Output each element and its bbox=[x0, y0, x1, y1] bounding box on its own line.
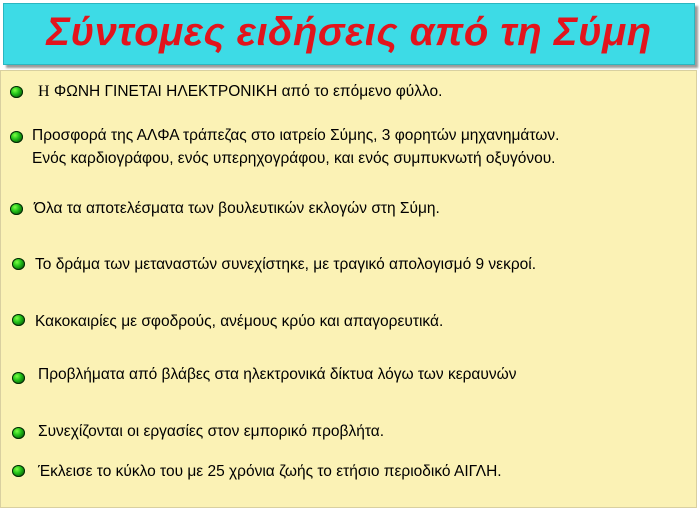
page-title: Σύντομες ειδήσεις από τη Σύμη bbox=[46, 9, 652, 54]
news-item-text-line2: Ενός καρδιογράφου, ενός υπερηχογράφου, και ενός συμπυκνωτή οξυγόνου. bbox=[32, 150, 556, 167]
news-item-text: Το δράμα των μεταναστών συνεχίστηκε, με τραγικό απολογισμό 9 νεκροί. bbox=[35, 256, 537, 273]
news-item-text: Προβλήματα από βλάβες στα ηλεκτρονικά δίκτυα λόγω των κεραυνών bbox=[38, 366, 517, 383]
news-item bbox=[12, 461, 692, 485]
green-bullet-icon bbox=[12, 427, 25, 439]
news-item bbox=[12, 364, 692, 388]
news-item bbox=[10, 125, 690, 171]
green-bullet-icon bbox=[12, 465, 25, 477]
news-item bbox=[10, 198, 690, 222]
news-item bbox=[10, 81, 690, 105]
green-bullet-icon bbox=[10, 131, 23, 143]
green-bullet-icon bbox=[10, 86, 23, 98]
news-item bbox=[12, 311, 692, 335]
green-bullet-icon bbox=[12, 314, 25, 326]
news-item-text: Συνεχίζονται οι εργασίες στον εμπορικό προβλήτα. bbox=[38, 423, 385, 440]
news-item bbox=[12, 254, 692, 278]
green-bullet-icon bbox=[12, 372, 25, 384]
news-item-text: Όλα τα αποτελέσματα των βουλευτικών εκλογών στη Σύμη. bbox=[34, 200, 440, 217]
news-item-initial: Η bbox=[38, 83, 50, 100]
title-banner bbox=[3, 3, 695, 65]
green-bullet-icon bbox=[10, 203, 23, 215]
news-item-text: ΦΩΝΗ ΓΙΝΕΤΑΙ ΗΛΕΚΤΡΟΝΙΚΗ από το επόμενο φύλλο. bbox=[53, 83, 443, 100]
news-item bbox=[12, 421, 692, 445]
news-item-text: Κακοκαιρίες με σφοδρούς, ανέμους κρύο και απαγορευτικά. bbox=[35, 313, 444, 330]
news-item-text: Έκλεισε το κύκλο του με 25 χρόνια ζωής το ετήσιο περιοδικό ΑΙΓΛΗ. bbox=[38, 463, 502, 480]
news-item-text: Προσφορά της ΑΛΦΑ τράπεζας στο ιατρείο Σύμης, 3 φορητών μηχανημάτων. bbox=[32, 127, 560, 144]
green-bullet-icon bbox=[12, 258, 25, 270]
